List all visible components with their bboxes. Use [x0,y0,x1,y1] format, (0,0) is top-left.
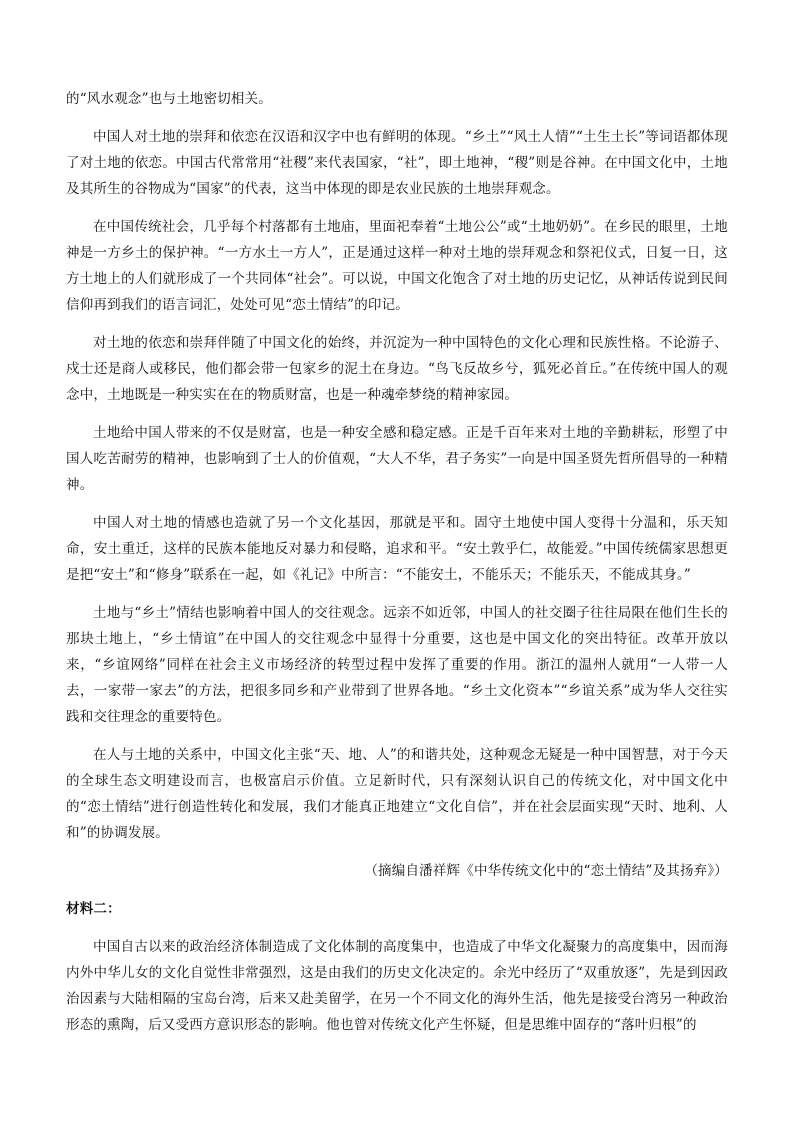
paragraph-2: 在中国传统社会，几乎每个村落都有土地庙，里面祀奉着“土地公公”或“土地奶奶”。在乡民的眼里，土地神是一方乡土的保护神。“一方水土一方人”，正是通过这样一种对土地的崇拜观念和祭祀仪式，日复一日，这方土地上的人们就形成了一个共同体“社会”。可以说，中国文化饱含了对土地的历史记忆，从神话传说到民间信仰再到我们的语言词汇，处处可见“恋土情结”的印记。 [66,219,728,313]
document-page [66,86,728,1050]
paragraph-7: 在人与土地的关系中，中国文化主张“天、地、人”的和谐共处，这种观念无疑是一种中国智慧，对于今天的全球生态文明建设而言，也极富启示价值。立足新时代，只有深刻认识自己的传统文化，对中国文化中的“恋土情结”进行创造性转化和发展，我们才能真正地建立“文化自信”，并在社会层面实现“天时、地利、人和”的协调发展。 [66,747,728,841]
paragraph-3: 对土地的依恋和崇拜伴随了中国文化的始终，并沉淀为一种中国特色的文化心理和民族性格。不论游子、戍士还是商人或移民，他们都会带一包家乡的泥土在身边。“鸟飞反故乡兮，狐死必首丘。”在传统中国人的观念中，土地既是一种实实在在的物质财富，也是一种魂牵梦绕的精神家园。 [66,335,728,403]
section-heading-material-2: 材料二： [66,901,121,917]
fragment-paragraph: 的“风水观念”也与土地密切相关。 [66,91,273,107]
paragraph-6: 土地与“乡土”情结也影响着中国人的交往观念。远亲不如近邻，中国人的社交圈子往往局限在他们生长的那块土地上，“乡土情谊”在中国人的交往观念中显得十分重要，这也是中国文化的突出特征。改革开放以来，“乡谊网络”同样在社会主义市场经济的转型过程中发挥了重要的作用。浙江的温州人就用“一人带一人去，一家带一家去”的方法，把很多同乡和产业带到了世界各地。“乡土文化资本”“乡谊关系”成为华人交往实践和交往理念的重要特色。 [66,605,728,725]
paragraph-5: 中国人对土地的情感也造就了另一个文化基因，那就是平和。固守土地使中国人变得十分温和，乐天知命，安土重迁，这样的民族本能地反对暴力和侵略，追求和平。“安土敦乎仁，故能爱。”中国传统儒家思想更是把“安土”和“修身”联系在一起，如《礼记》中所言：“不能安土，不能乐天；不能乐天，不能成其身。” [66,515,728,583]
paragraph-1: 中国人对土地的崇拜和依恋在汉语和汉字中也有鲜明的体现。“乡土”“风土人情”“土生土长”等词语都体现了对土地的依恋。中国古代常常用“社稷”来代表国家，“社”，即土地神，“稷”则是谷神。在中国文化中，土地及其所生的谷物成为“国家”的代表，这当中体现的即是农业民族的土地崇拜观念。 [66,129,728,197]
paragraph-4: 土地给中国人带来的不仅是财富，也是一种安全感和稳定感。正是千百年来对土地的辛勤耕耘，形塑了中国人吃苦耐劳的精神，也影响到了士人的价值观，“大人不华，君子务实”一向是中国圣贤先哲所倡导的一种精神。 [66,425,728,493]
source-citation: （摘编自潘祥辉《中华传统文化中的“恋土情结”及其扬弃》） [364,863,728,879]
material-2-paragraph: 中国自古以来的政治经济体制造成了文化体制的高度集中，也造成了中华文化凝聚力的高度集中，因而海内外中华儿女的文化自觉性非常强烈，这是由我们的历史文化决定的。余光中经历了“双重放逐”，先是到因政治因素与大陆相隔的宝岛台湾，后来又赴美留学，在另一个不同文化的海外生活，他先是接受台湾另一种政治形态的熏陶，后又受西方意识形态的影响。他也曾对传统文化产生怀疑，但是思维中固存的“落叶归根”的 [66,939,728,1033]
